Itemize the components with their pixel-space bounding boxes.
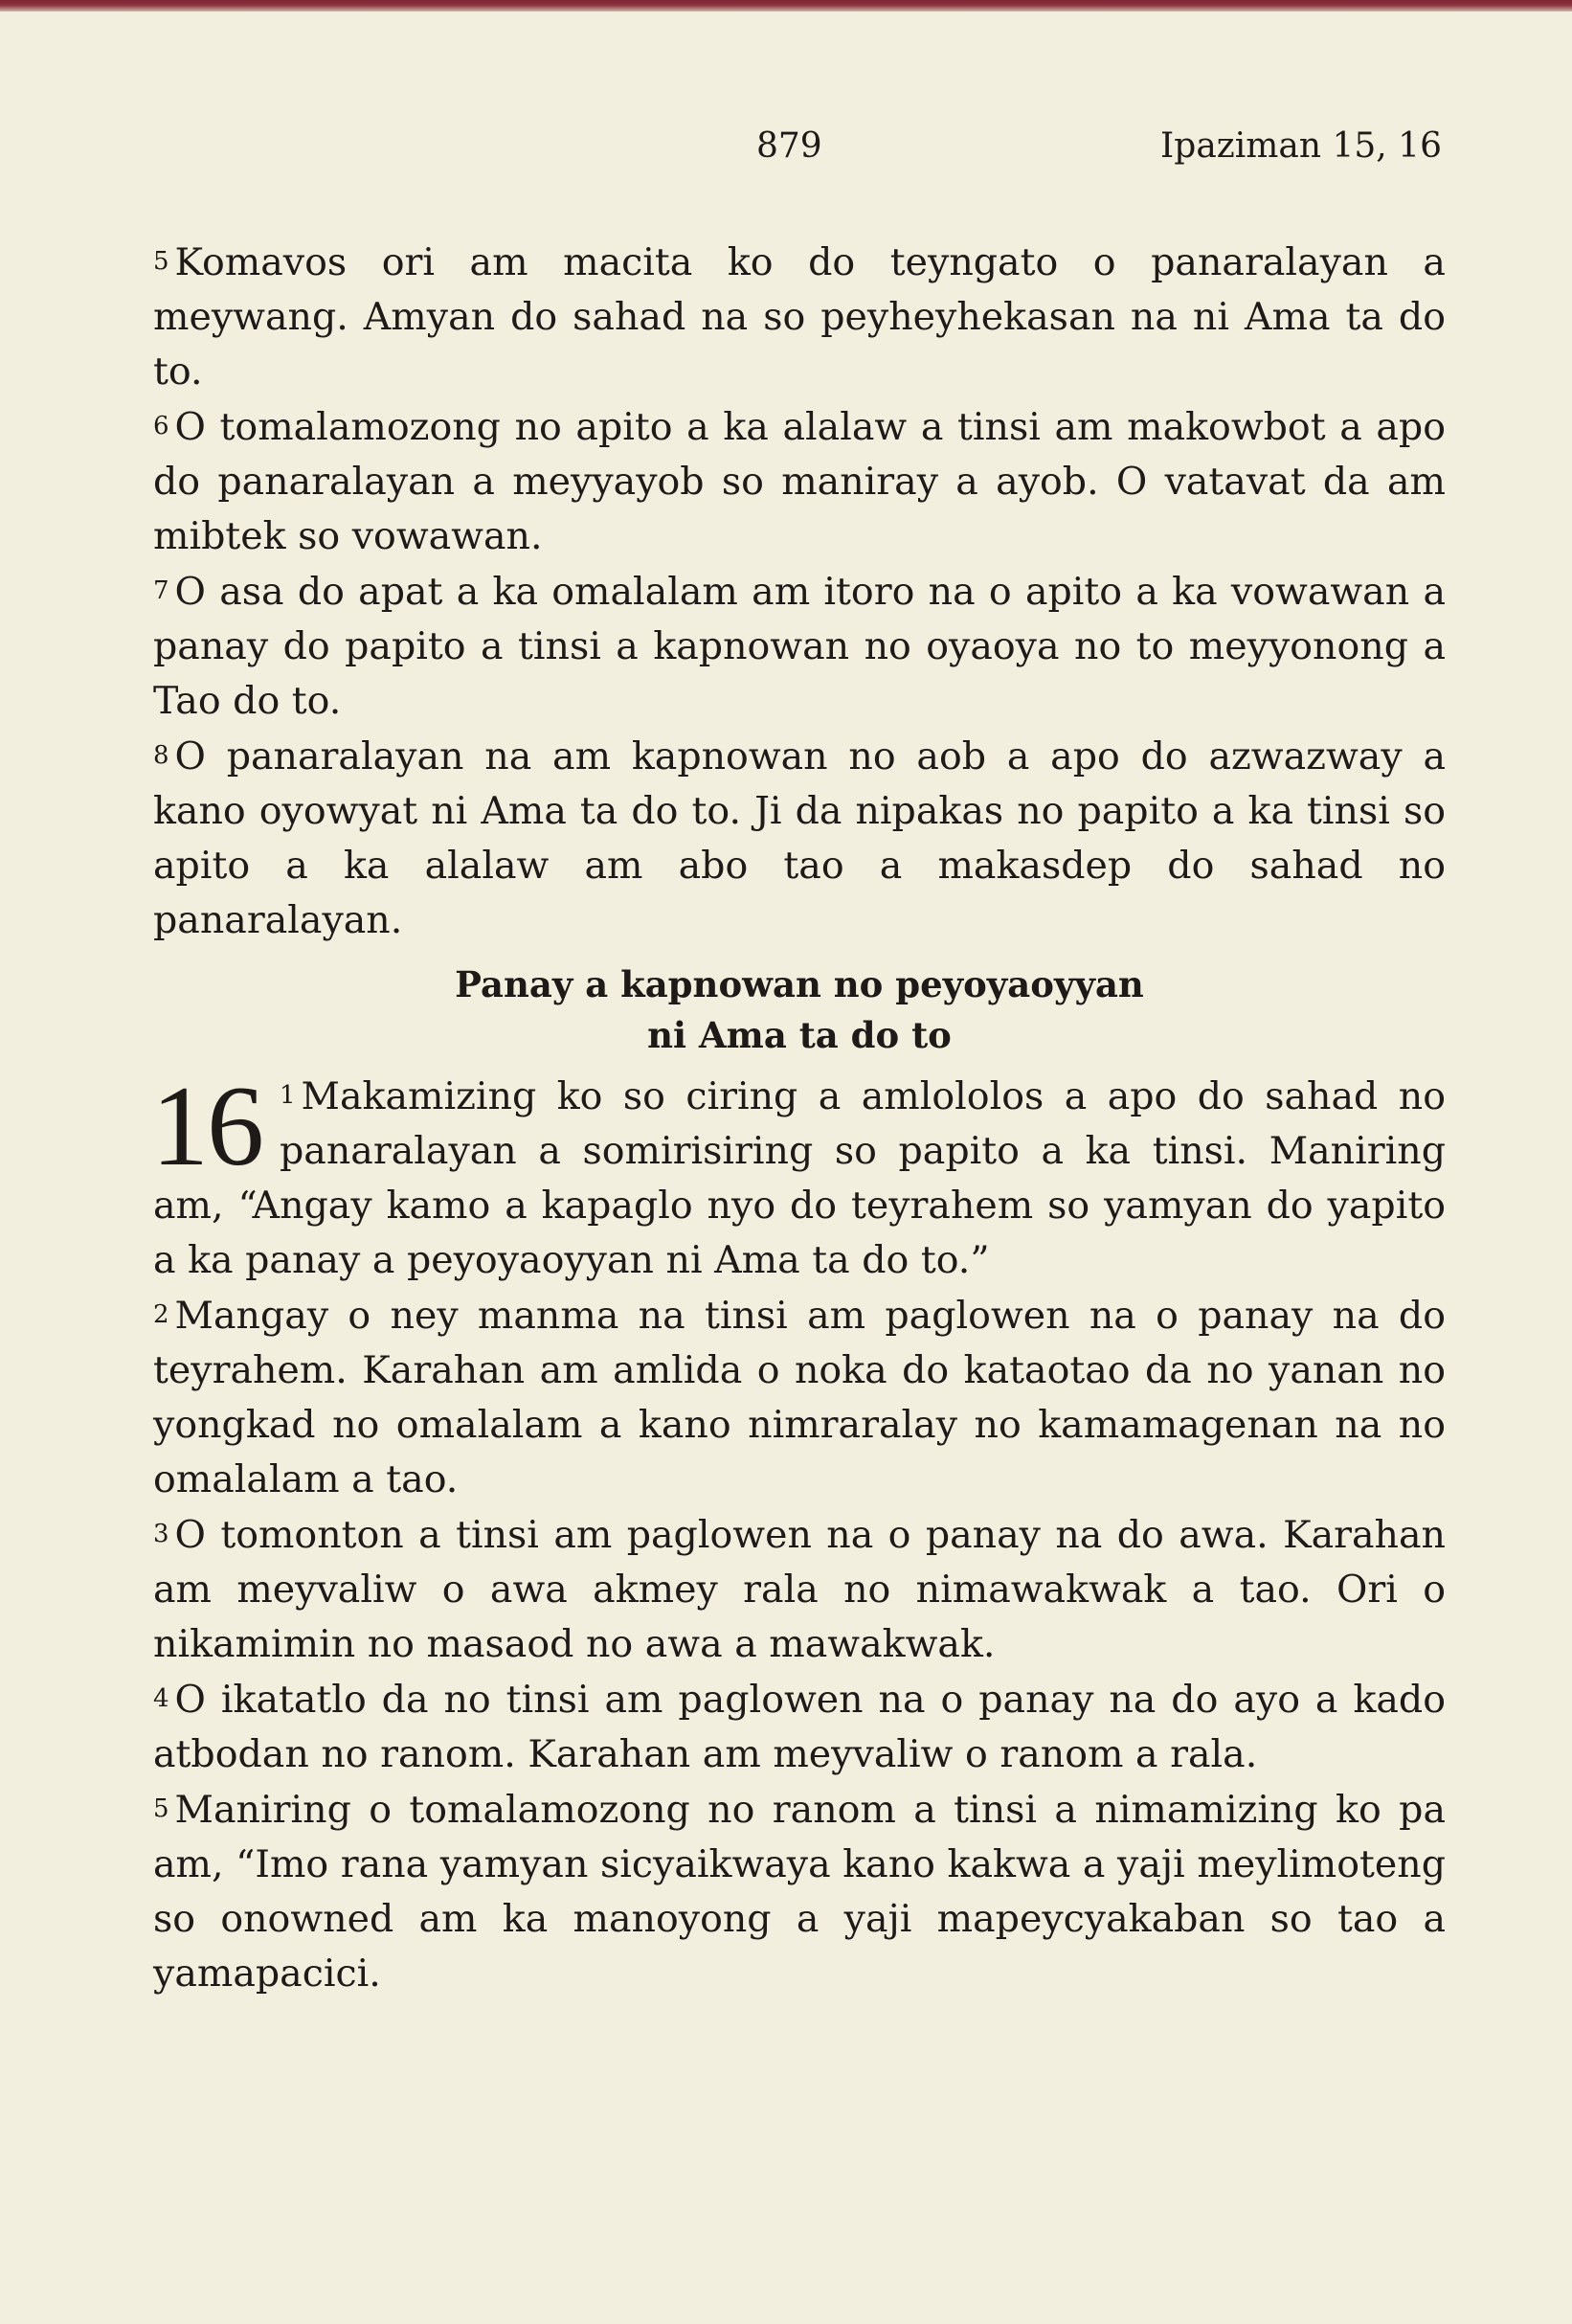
verse-text: O panaralayan na am kapnowan no aob a apo do azwazway a kano oyowyat ni Ama ta do to. Ji da nipakas no papito a ka tinsi so apito a ka alalaw am abo tao a makasdep do sahad no panaralayan.	[153, 734, 1446, 942]
running-head: Ipaziman 15, 16	[1160, 126, 1442, 166]
verse-16-3	[153, 1507, 1446, 1672]
verse-number: 2	[153, 1300, 169, 1329]
page-number: 879	[756, 126, 822, 166]
verse-number: 7	[153, 576, 169, 605]
verse-15-8	[153, 729, 1446, 948]
verse-number: 5	[153, 1794, 169, 1823]
section-heading-line-2: ni Ama ta do to	[647, 1014, 952, 1056]
chapter-number: 16	[151, 1062, 262, 1189]
verse-text: O ikatatlo da no tinsi am paglowen na o panay na do ayo a kado atbodan no ranom. Karahan am meyvaliw o ranom a rala.	[153, 1678, 1446, 1776]
verse-number: 1	[280, 1081, 296, 1110]
verse-text: O tomalamozong no apito a ka alalaw a tinsi am makowbot a apo do panaralayan a meyyayob so maniray a ayob. O vatavat da am mibtek so vowawan.	[153, 405, 1446, 558]
verse-16-5	[153, 1782, 1446, 2001]
verse-number: 8	[153, 741, 169, 770]
verse-text: Maniring o tomalamozong no ranom a tinsi a nimamizing ko pa am, “Imo rana yamyan sicyaikwaya kano kakwa a yaji meylimoteng so onowned am ka manoyong a yaji mapeycyakaban so tao a yamapacici.	[153, 1788, 1446, 1996]
verse-16-4	[153, 1672, 1446, 1782]
verse-text: Mangay o ney manma na tinsi am paglowen na o panay na do teyrahem. Karahan am amlida o noka do kataotao da no yanan no yongkad no omalalam a kano nimraralay no kamamagenan na no omalalam a tao.	[153, 1294, 1446, 1501]
verse-number: 5	[153, 247, 169, 276]
verse-text: Komavos ori am macita ko do teyngato o panaralayan a meywang. Amyan do sahad na so peyheyhekasan na ni Ama ta do to.	[153, 240, 1446, 394]
section-heading-line-1: Panay a kapnowan no peyoyaoyyan	[455, 963, 1144, 1005]
verse-15-6	[153, 399, 1446, 564]
verse-15-7	[153, 564, 1446, 729]
verse-16-2	[153, 1288, 1446, 1507]
text-column	[153, 235, 1446, 2001]
verse-text: Makamizing ko so ciring a amlololos a apo do sahad no panaralayan a somirisiring so papito a ka tinsi. Maniring am, “Angay kamo a kapaglo nyo do teyrahem so yamyan do yapito a ka panay a peyoyaoyyan ni Ama ta do to.”	[153, 1074, 1446, 1282]
verse-number: 3	[153, 1520, 169, 1548]
verse-15-5	[153, 235, 1446, 399]
verse-text: O asa do apat a ka omalalam am itoro na o apito a ka vowawan a panay do papito a tinsi a kapnowan no oyaoya no to meyyonong a Tao do to.	[153, 570, 1446, 723]
page-header	[0, 123, 1572, 170]
verse-number: 6	[153, 412, 169, 440]
verse-number: 4	[153, 1684, 169, 1713]
verse-text: O tomonton a tinsi am paglowen na o panay na do awa. Karahan am meyvaliw o awa akmey rala no nimawakwak a tao. Ori o nikamimin no masaod no awa a mawakwak.	[153, 1513, 1446, 1666]
section-heading	[153, 959, 1446, 1061]
verse-16-1	[151, 1062, 1446, 1288]
